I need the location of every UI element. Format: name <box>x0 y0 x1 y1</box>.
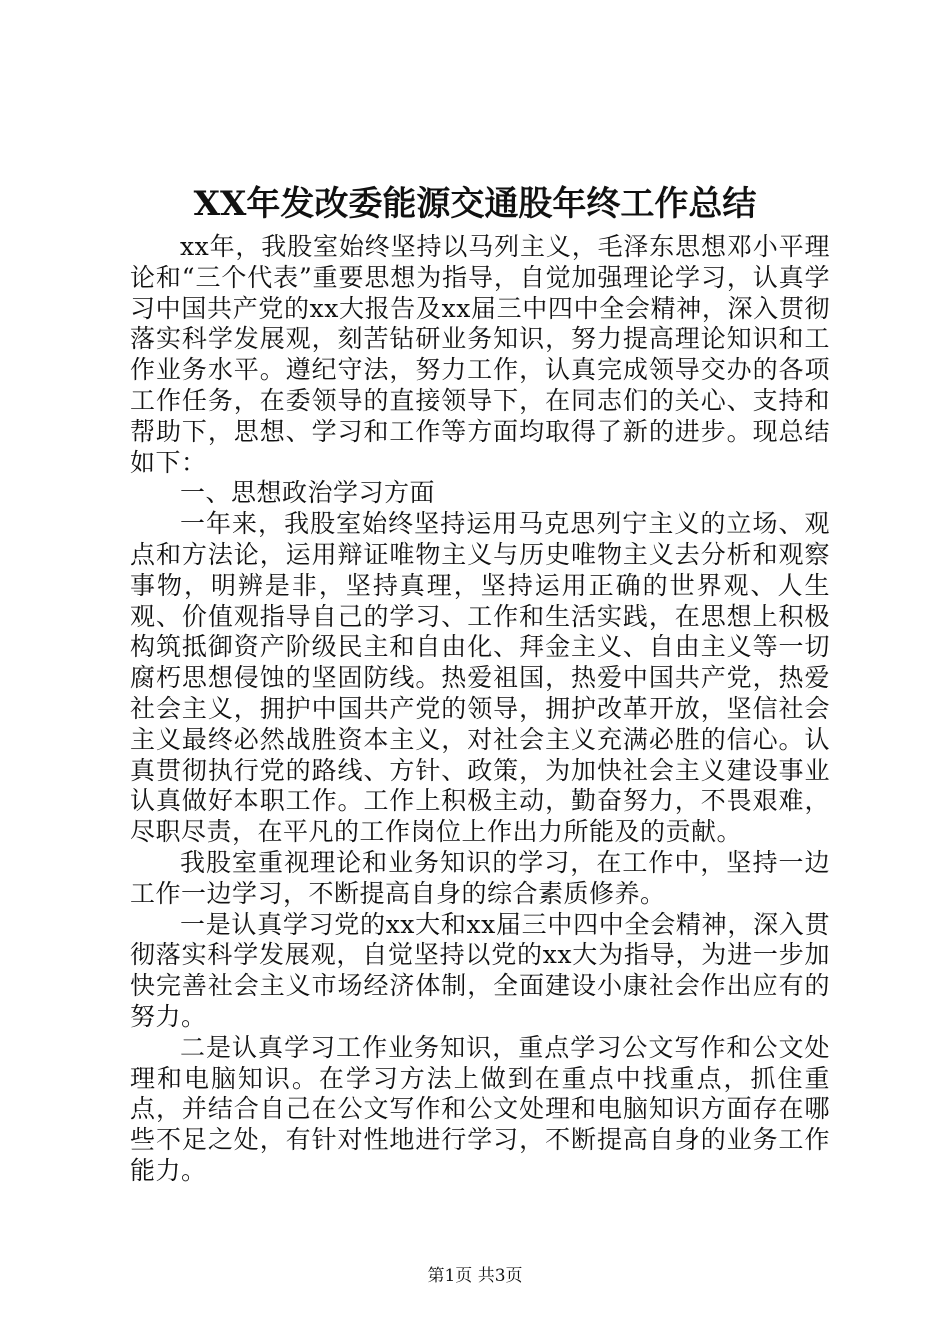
paragraph-theory-study: 我股室重视理论和业务知识的学习，在工作中，坚持一边工作一边学习，不断提高自身的综合素质修养。 <box>130 847 830 908</box>
page-number-footer: 第1页 共3页 <box>427 1266 523 1286</box>
section-heading-political-study: 一、思想政治学习方面 <box>180 478 436 508</box>
paragraph-intro: xx年，我股室始终坚持以马列主义，毛泽东思想邓小平理论和“三个代表”重要思想为指导，自觉加强理论学习，认真学习中国共产党的xx大报告及xx届三中四中全会精神，深入贯彻落实科学发展观，刻苦钻研业务知识，努力提高理论知识和工作业务水平。遵纪守法，努力工作，认真完成领导交办的各项工作任务，在委领导的直接领导下，在同志们的关心、支持和帮助下，思想、学习和工作等方面均取得了新的进步。现总结如下： <box>130 232 830 477</box>
document-body <box>130 232 830 1187</box>
paragraph-political-study: 一年来，我股室始终坚持运用马克思列宁主义的立场、观点和方法论，运用辩证唯物主义与历史唯物主义去分析和观察事物，明辨是非，坚持真理，坚持运用正确的世界观、人生观、价值观指导自己的学习、工作和生活实践，在思想上积极构筑抵御资产阶级民主和自由化、拜金主义、自由主义等一切腐朽思想侵蚀的坚固防线。热爱祖国，热爱中国共产党，热爱社会主义，拥护中国共产党的领导，拥护改革开放，坚信社会主义最终必然战胜资本主义，对社会主义充满必胜的信心。认真贯彻执行党的路线、方针、政策，为加快社会主义建设事业认真做好本职工作。工作上积极主动，勤奋努力，不畏艰难，尽职尽责，在平凡的工作岗位上作出力所能及的贡献。 <box>130 509 830 847</box>
paragraph-point-one: 一是认真学习党的xx大和xx届三中四中全会精神，深入贯彻落实科学发展观，自觉坚持以党的xx大为指导，为进一步加快完善社会主义市场经济体制，全面建设小康社会作出应有的努力。 <box>130 909 830 1031</box>
document-title: XX年发改委能源交通股年终工作总结 <box>193 184 757 224</box>
paragraph-point-two: 二是认真学习工作业务知识，重点学习公文写作和公文处理和电脑知识。在学习方法上做到在重点中找重点，抓住重点，并结合自己在公文写作和公文处理和电脑知识方面存在哪些不足之处，有针对性地进行学习，不断提高自身的业务工作能力。 <box>130 1032 830 1185</box>
